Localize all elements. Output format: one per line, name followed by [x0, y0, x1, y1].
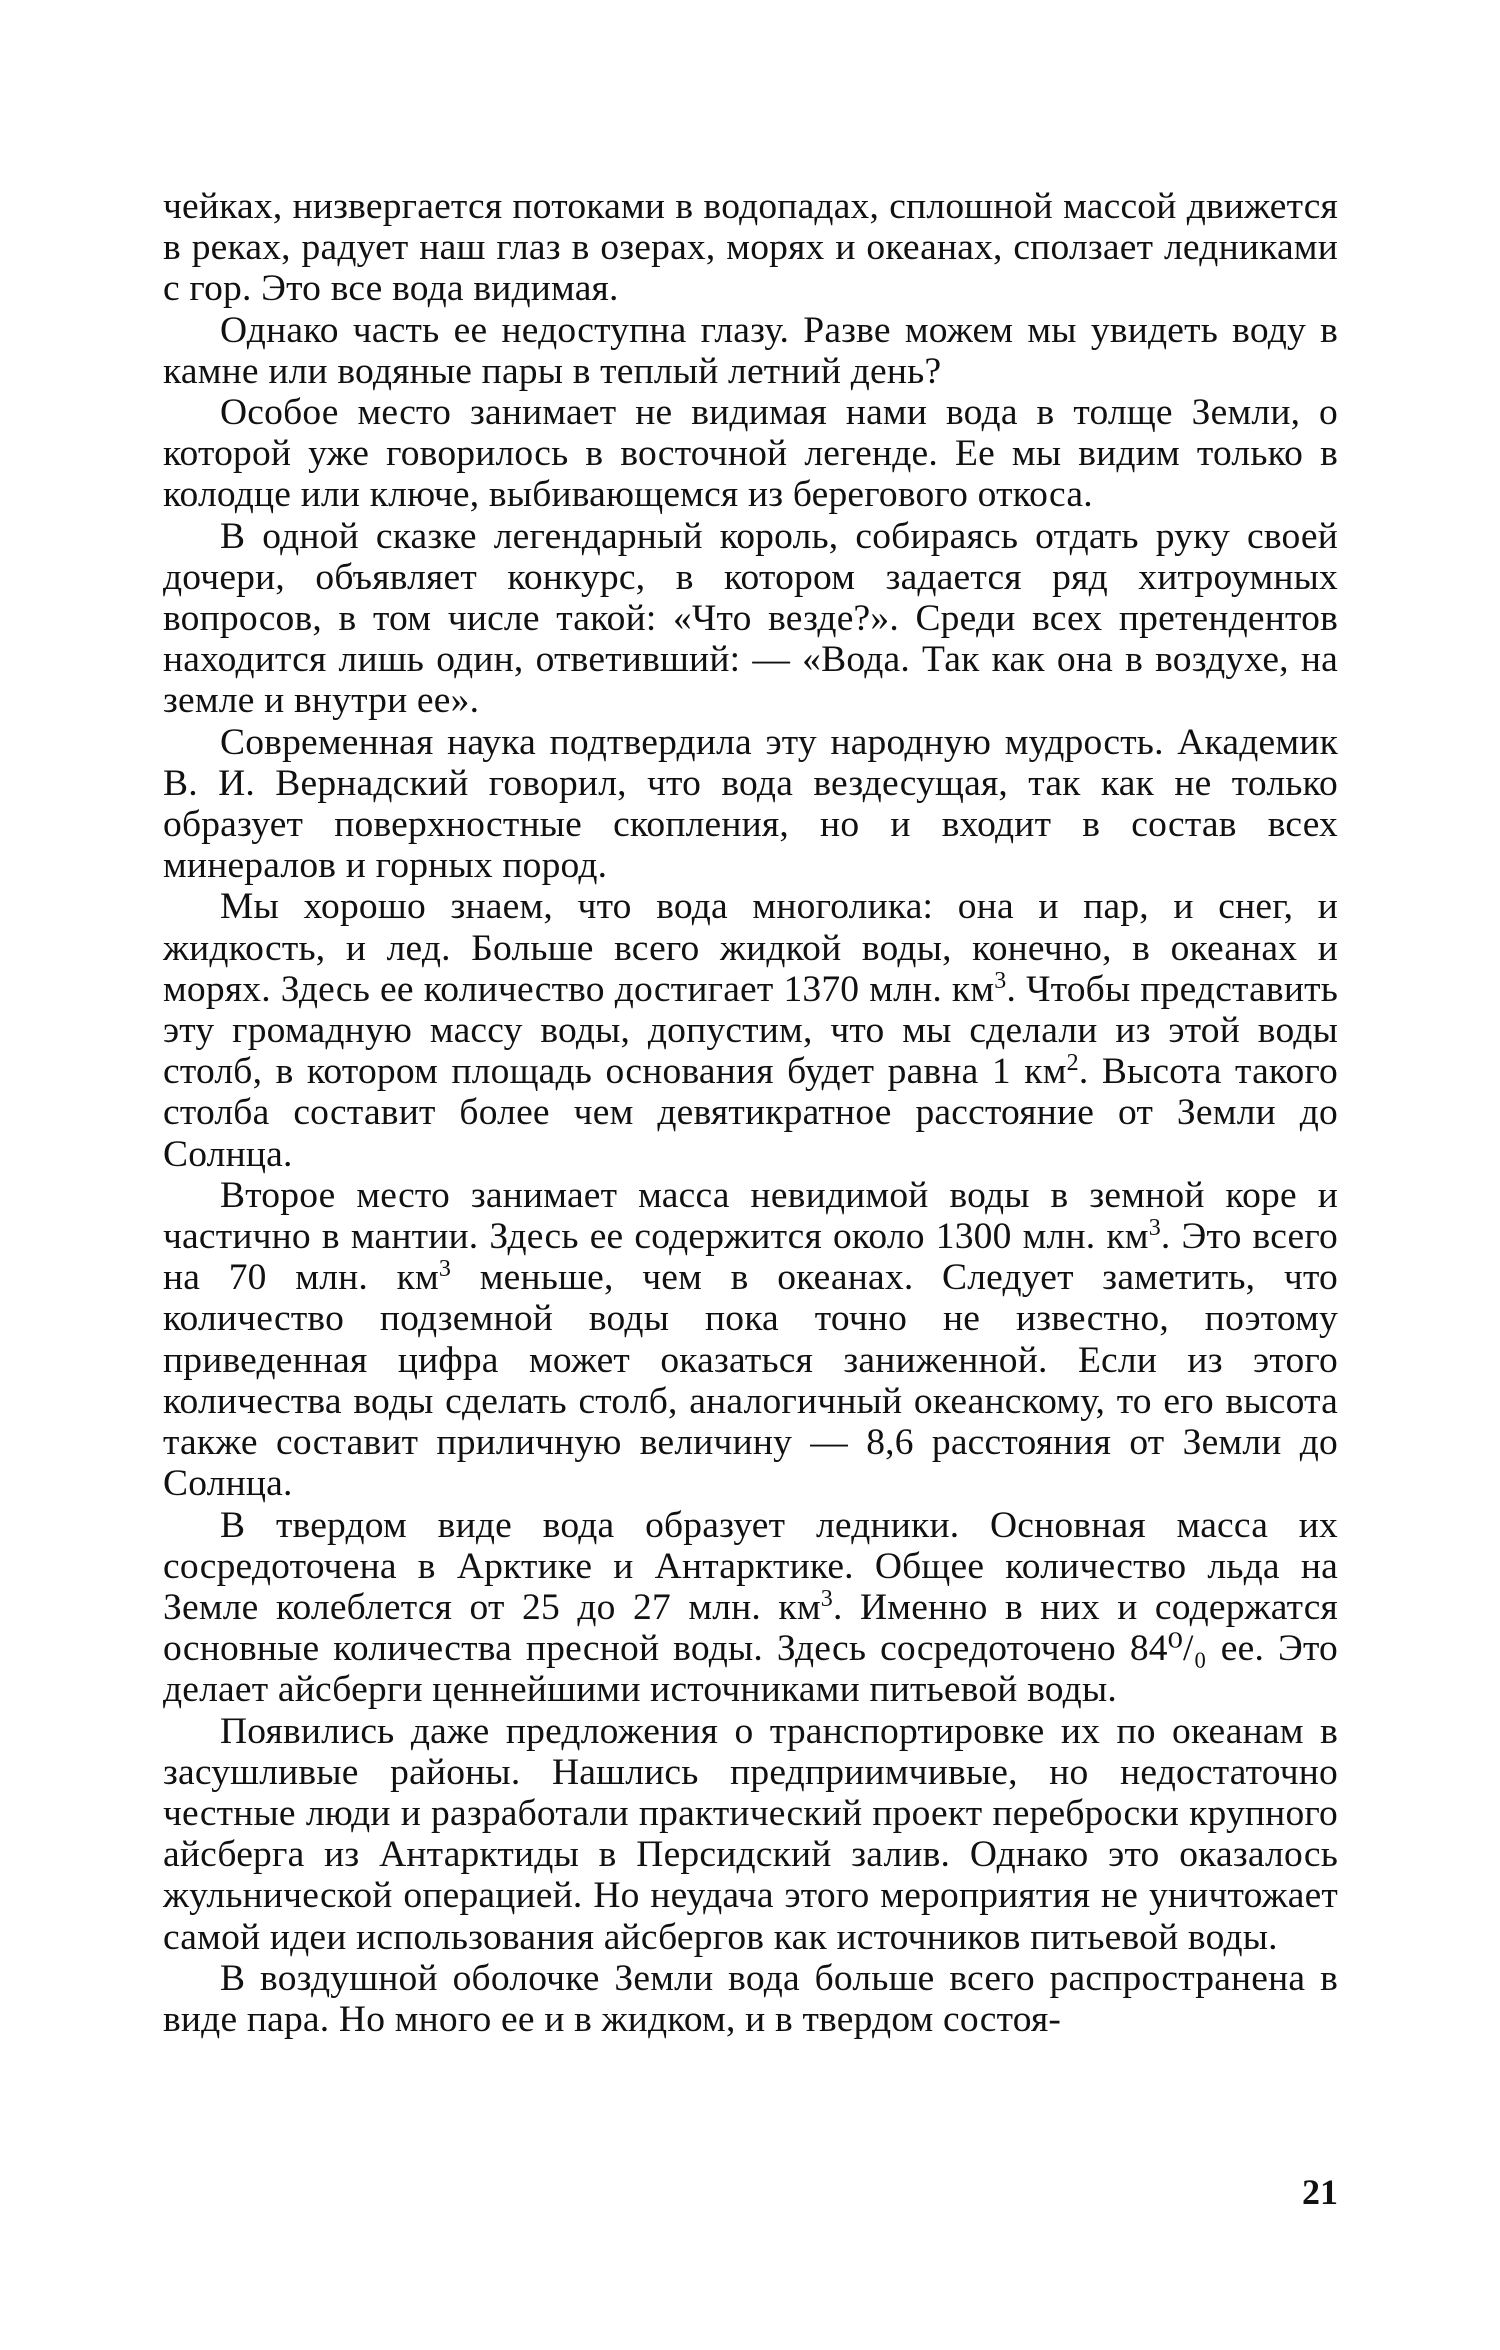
paragraph-7-part-b: . Это всего на 70 млн. км	[163, 1216, 1338, 1299]
superscript-cube: 3	[994, 967, 1007, 994]
paragraph-2: Однако часть ее недоступна глазу. Разве можем мы увидеть воду в камне или водяные пары в теплый летний день?	[163, 309, 1338, 392]
paragraph-7-part-a: Второе место занимает масса невидимой воды в земной коре и частично в мантии. Здесь ее содержится около 1300 млн. км	[163, 1174, 1338, 1258]
paragraph-8-part-a: В твердом виде вода образует ледники. Основная масса их сосредоточена в Арктике и Антарктике. Общее количество льда на Земле колеблется от 25 до 27 млн. км	[163, 1504, 1338, 1628]
paragraph-8-part-b: . Именно в них и содержатся основные количества пресной воды. Здесь сосредоточено 84⁰/₀ ее. Это делает айсберги ценнейшими источниками питьевой воды.	[163, 1586, 1338, 1711]
paragraph-7	[163, 1175, 1338, 1505]
paragraph-3: Особое место занимает не видимая нами вода в толще Земли, о которой уже говорилось в восточной легенде. Ее мы видим только в колодце или ключе, выбивающемся из берегового откоса.	[163, 392, 1338, 516]
paragraph-5: Современная наука подтвердила эту народную мудрость. Академик В. И. Вернадский говорил, что вода вездесущая, так как не только образует поверхностные скопления, но и входит в состав всех минералов и горных пород.	[163, 721, 1338, 887]
superscript-cube: 3	[1148, 1215, 1161, 1242]
superscript-square: 2	[1066, 1050, 1079, 1077]
paragraph-4: В одной сказке легендарный король, собираясь отдать руку своей дочери, объявляет конкурс, в котором задается ряд хитроумных вопросов, в том числе такой: «Что везде?». Среди всех претендентов находится лишь один, ответивший: — «Вода. Так как она в воздухе, на земле и внутри ее».	[163, 515, 1338, 722]
paragraph-6-part-a: Мы хорошо знаем, что вода многолика: она и пар, и снег, и жидкость, и лед. Больше всего жидкой воды, конечно, в океанах и морях. Здесь ее количество достигает 1370 млн. км	[163, 886, 1338, 1010]
paragraph-6-part-b: . Чтобы представить эту громадную массу воды, допустим, что мы сделали из этой воды столб, в котором площадь основания будет равна 1 км	[163, 968, 1338, 1093]
superscript-cube: 3	[820, 1585, 833, 1612]
paragraph-1: чейках, низвергается потоками в водопадах, сплошной массой движется в реках, радует наш глаз в озерах, морях и океанах, сползает ледниками с гор. Это все вода видимая.	[163, 186, 1338, 310]
superscript-cube: 3	[438, 1256, 452, 1283]
paragraph-6	[163, 886, 1338, 1174]
paragraph-10: В воздушной оболочке Земли вода больше всего распространена в виде пара. Но много ее и в жидком, и в твердом состоя-	[163, 1957, 1338, 2040]
paragraph-8	[163, 1505, 1338, 1711]
paragraph-9: Появились даже предложения о транспортировке их по океанам в засушливые районы. Нашлись предприимчивые, но недостаточно честные люди и разработали практический проект переброски крупного айсберга из Антарктиды в Персидский залив. Однако это оказалось жульнической операцией. Но неудача этого мероприятия не уничтожает самой идеи использования айсбергов как источников питьевой воды.	[163, 1710, 1338, 1958]
page-number: 21	[1302, 2172, 1338, 2212]
page-body	[163, 186, 1338, 2040]
paragraph-6-part-c: . Высота такого столба составит более чем девятикратное расстояние от Земли до Солнца.	[163, 1051, 1338, 1175]
paragraph-7-part-c: меньше, чем в океанах. Следует заметить, что количество подземной воды пока точно не известно, поэтому приведенная цифра может оказаться заниженной. Если из этого количества воды сделать столб, аналогичный океанскому, то его высота также составит приличную величину — 8,6 расстояния от Земли до Солнца.	[163, 1257, 1338, 1505]
